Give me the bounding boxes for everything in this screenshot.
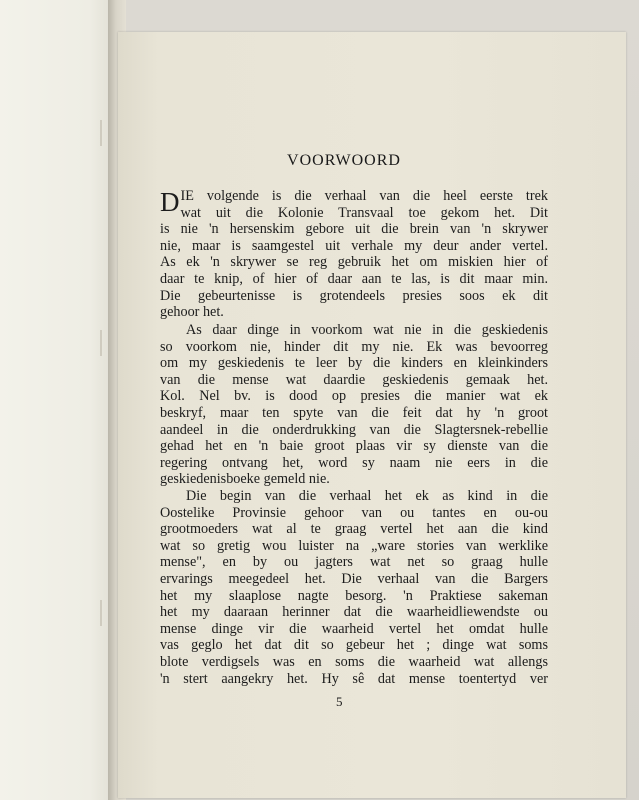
- text-line: Die gebeurtenisse is grotendeels presies soos ek dit: [160, 287, 548, 304]
- page-number: 5: [336, 694, 343, 709]
- text-line: regering ontvang het, word sy naam nie eers in die: [160, 454, 548, 471]
- text-line: aandeel in die onderdrukking van die Slagtersnek-rebellie: [160, 421, 548, 438]
- binding-stitch: [100, 120, 102, 146]
- text-line: Oostelike Provinsie gehoor van ou tantes en ou-ou: [160, 504, 548, 521]
- text-line: wat uit die Kolonie Transvaal toe gekom het. Dit: [180, 204, 548, 221]
- text-line: Die begin van die verhaal het ek as kind in die: [186, 488, 548, 504]
- text-line: ervarings meegedeel het. Die verhaal van die Bargers: [160, 570, 548, 587]
- text-line: As ek 'n skrywer se reg gebruik het om miskien hier of: [160, 254, 548, 271]
- text-line: mense dinge vir die waarheid vertel het omdat hulle: [160, 620, 548, 637]
- text-line: so voorkom nie, hinder dit my nie. Ek was bevoorreg: [160, 338, 548, 355]
- text-line: mense", en by ou jagters wat net so graag hulle: [160, 554, 548, 571]
- text-line: wat so gretig wou luister na „ware stories van werklike: [160, 537, 548, 554]
- text-line: As daar dinge in voorkom wat nie in die geskiedenis: [186, 322, 548, 338]
- text-line: 'n stert aangekry het. Hy sê dat mense toentertyd ver: [160, 670, 548, 687]
- text-line: gehoor het.: [160, 304, 224, 321]
- text-line: gehad het en 'n baie groot plaas vir sy dienste van die: [160, 438, 548, 455]
- page-title: VOORWOORD: [287, 152, 401, 169]
- text-line: van die mense wat daardie geskiedenis gemaak het.: [160, 371, 548, 388]
- paragraph-2: [160, 322, 548, 488]
- text-line: is nie 'n hersenskim gebore uit die brein van 'n skrywer: [160, 221, 548, 238]
- text-line: om my geskiedenis te leer by die kinders en kleinkinders: [160, 355, 548, 372]
- paragraph-1: [160, 188, 548, 321]
- paragraph-3: [160, 488, 548, 687]
- text-line: nie, maar is saamgestel uit verhale my deur ander vertel.: [160, 237, 548, 254]
- left-page: [0, 0, 112, 800]
- text-line: beskryf, maar ten spyte van die feit dat hy 'n groot: [160, 404, 548, 421]
- drop-cap: D: [160, 187, 180, 217]
- text-line: vas geglo het dat dit so gebeur het ; dinge wat soms: [160, 637, 548, 654]
- text-line: het my slaaplose nagte besorg. 'n Praktiese sakeman: [160, 587, 548, 604]
- text-line: het my daaraan herinner dat die waarheidliewendste ou: [160, 604, 548, 621]
- text-line: IE volgende is die verhaal van die heel eerste trek: [180, 188, 548, 204]
- text-line: Kol. Nel bv. is dood op presies die manier wat ek: [160, 388, 548, 405]
- text-line: daar te knip, of hier of daar aan te las, is dit maar min.: [160, 270, 548, 287]
- binding-stitch: [100, 600, 102, 626]
- binding-stitch: [100, 330, 102, 356]
- text-line: blote verdigsels was en soms die waarheid wat allengs: [160, 653, 548, 670]
- text-line: grootmoeders wat al te graag vertel het aan die kind: [160, 521, 548, 538]
- text-line: geskiedenisboeke gemeld nie.: [160, 471, 330, 488]
